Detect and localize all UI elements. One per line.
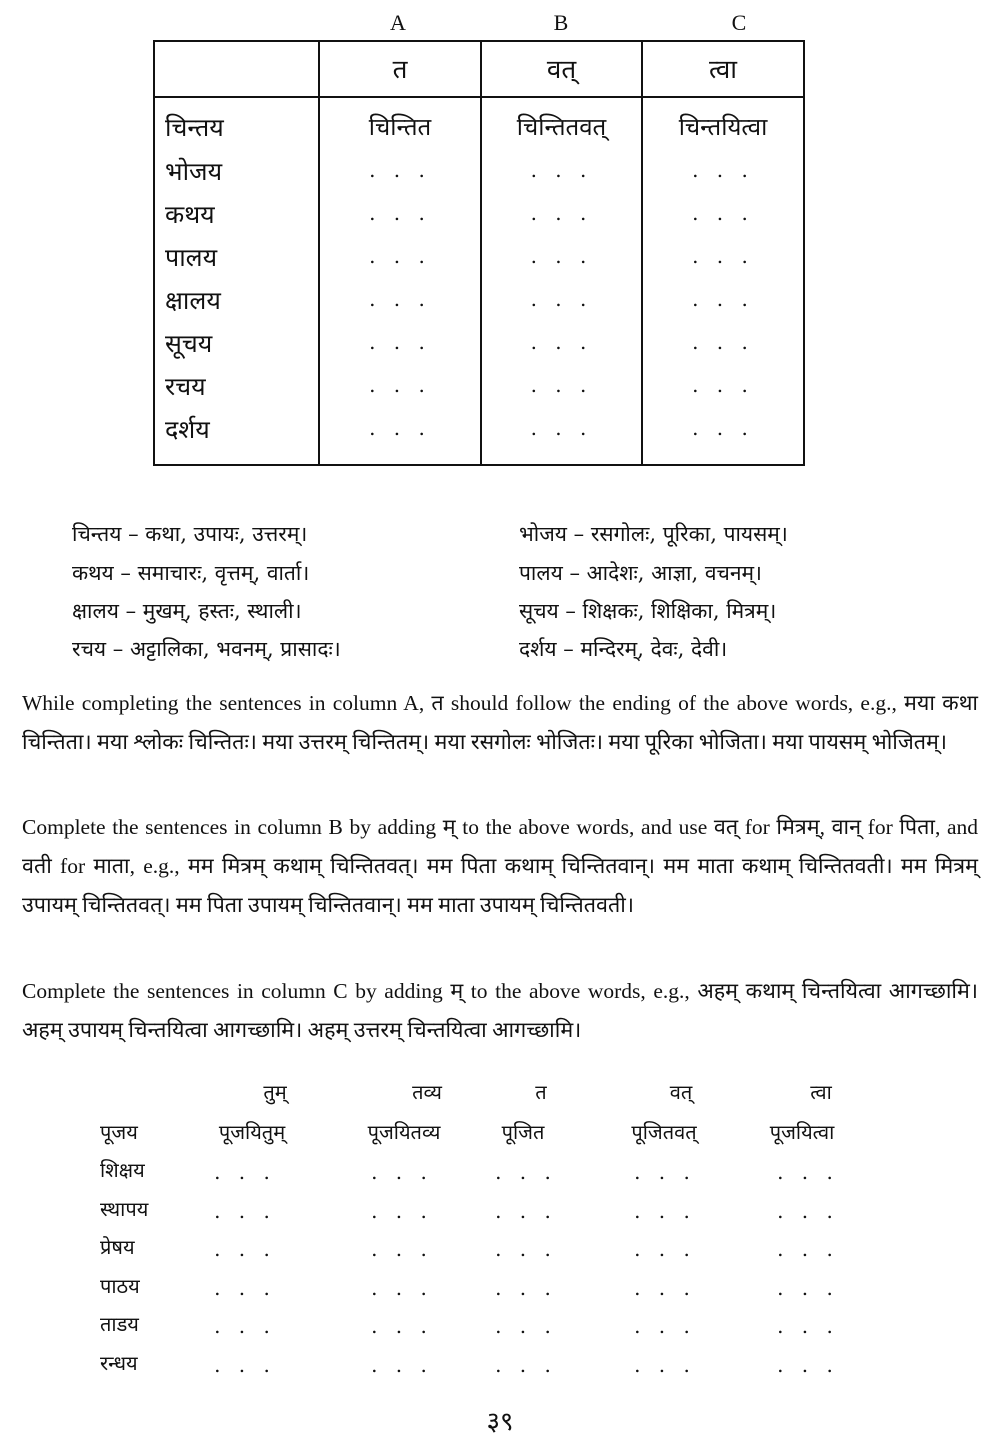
table2-cell: . . . — [777, 1237, 839, 1261]
table2-row-label: ताडय — [100, 1312, 139, 1336]
table2-row-label: शिक्षय — [100, 1158, 145, 1182]
table2-cell: . . . — [777, 1314, 839, 1338]
row-label: रचय — [165, 372, 206, 401]
table2-cell: . . . — [371, 1314, 433, 1338]
row-label: भोजय — [165, 157, 223, 186]
word-list-item: रचय – अट्टालिका, भवनम्, प्रासादः। — [72, 637, 341, 661]
table-cell: चिन्तितवत् — [516, 113, 607, 141]
table2-cell: . . . — [634, 1160, 696, 1184]
word-list-item: भोजय – रसगोलः, पूरिका, पायसम्। — [519, 522, 788, 546]
row-label: दर्शय — [165, 415, 210, 444]
table2-cell: . . . — [495, 1276, 557, 1300]
table2-cell: . . . — [214, 1276, 276, 1300]
table2-cell: . . . — [777, 1160, 839, 1184]
table-header-ta: त — [392, 55, 408, 85]
table2-header: वत् — [669, 1080, 693, 1104]
table-cell: . . . — [369, 416, 431, 440]
table-cell: . . . — [530, 330, 593, 354]
row-label: चिन्तय — [165, 113, 224, 142]
table2-cell: . . . — [371, 1276, 433, 1300]
table2-cell: . . . — [495, 1353, 557, 1377]
table2-cell: . . . — [634, 1314, 696, 1338]
table-cell: . . . — [692, 330, 754, 354]
word-list-item: सूचय – शिक्षकः, शिक्षिका, मित्रम्। — [519, 599, 777, 623]
word-list-item: दर्शय – मन्दिरम्, देवः, देवी। — [519, 637, 728, 661]
column-letter-c: C — [731, 10, 747, 35]
instruction-paragraph-b: Complete the sentences in column B by adding म् to the above words, and use वत् for मित्रम्, वान् for पिता, and वती for माता, e.g., मम मित्रम् कथाम् चिन्तितवत्। मम पिता कथाम् चिन्तितवान्। मम माता कथाम् चिन्तितवती। मम मित्रम् उपायम् चिन्तितवत्। मम पिता उपायम् चिन्तितवान्। मम माता उपायम् चिन्तितवती। — [22, 815, 978, 917]
table2-cell: . . . — [495, 1314, 557, 1338]
column-letter-b: B — [553, 10, 569, 35]
word-list-item: चिन्तय – कथा, उपायः, उत्तरम्। — [72, 522, 308, 546]
table-cell: . . . — [369, 287, 431, 311]
instruction-paragraph-c: Complete the sentences in column C by adding म् to the above words, e.g., अहम् कथाम् चिन्तयित्वा आगच्छामि। अहम् उपायम् चिन्तयित्वा आगच्छामि। अहम् उत्तरम् चिन्तयित्वा आगच्छामि। — [22, 979, 978, 1042]
table2-cell: . . . — [495, 1237, 557, 1261]
table-cell: . . . — [530, 201, 593, 225]
table2-cell: . . . — [777, 1353, 839, 1377]
page-number: ३९ — [486, 1407, 514, 1437]
table2-cell: . . . — [777, 1199, 839, 1223]
table2-cell: . . . — [214, 1353, 276, 1377]
table-cell: . . . — [530, 158, 593, 182]
row-label: सूचय — [165, 329, 213, 358]
table-header-divider — [155, 96, 803, 98]
conjugation-table — [153, 40, 805, 466]
word-list-item: पालय – आदेशः, आज्ञा, वचनम्। — [519, 561, 763, 585]
table2-row-label: स्थापय — [100, 1197, 149, 1221]
table-cell: . . . — [530, 373, 593, 397]
table2-header: त्वा — [810, 1080, 832, 1104]
row-label: क्षालय — [165, 286, 221, 315]
table2-row-label: पाठय — [100, 1274, 140, 1298]
table2-cell: . . . — [634, 1237, 696, 1261]
instruction-paragraph-a: While completing the sentences in column A, त should follow the ending of the above words, e.g., मया कथा चिन्तिता। मया श्लोकः चिन्तितः। मया उत्तरम् चिन्तितम्। मया रसगोलः भोजितः। मया पूरिका भोजिता। मया पायसम् भोजितम्। — [22, 691, 978, 754]
table-cell: चिन्तयित्वा — [678, 113, 768, 141]
table-cell: . . . — [369, 373, 431, 397]
table-header-vat: वत् — [546, 55, 577, 85]
table-cell: . . . — [692, 158, 754, 182]
table-cell: चिन्तित — [368, 113, 432, 141]
table2-row-label: रन्धय — [100, 1351, 138, 1375]
word-list-item: कथय – समाचारः, वृत्तम्, वार्ता। — [72, 561, 310, 585]
table-header-tva: त्वा — [708, 55, 738, 85]
table-cell: . . . — [369, 244, 431, 268]
table-cell: . . . — [530, 416, 593, 440]
table2-cell: . . . — [634, 1276, 696, 1300]
table2-cell: . . . — [777, 1276, 839, 1300]
table-cell: . . . — [692, 373, 754, 397]
table2-cell: . . . — [495, 1160, 557, 1184]
table-cell: . . . — [692, 201, 754, 225]
table-cell: . . . — [530, 244, 593, 268]
table2-cell: पूजयित्वा — [769, 1120, 835, 1144]
column-letter-a: A — [390, 10, 406, 35]
table-cell: . . . — [692, 416, 754, 440]
table2-row-label: प्रेषय — [100, 1235, 135, 1259]
table-cell: . . . — [369, 201, 431, 225]
table-cell: . . . — [530, 287, 593, 311]
table2-cell: पूजयितव्य — [367, 1120, 441, 1144]
table2-cell: . . . — [214, 1314, 276, 1338]
table2-cell: . . . — [371, 1199, 433, 1223]
table-cell: . . . — [369, 330, 431, 354]
table2-cell: . . . — [214, 1160, 276, 1184]
table2-header: तव्य — [412, 1080, 442, 1104]
table2-cell: . . . — [495, 1199, 557, 1223]
table2-header: तुम् — [263, 1080, 287, 1104]
table2-cell: . . . — [214, 1199, 276, 1223]
table2-cell: . . . — [371, 1237, 433, 1261]
table2-cell: . . . — [371, 1353, 433, 1377]
table-cell: . . . — [369, 158, 431, 182]
table2-cell: . . . — [634, 1353, 696, 1377]
table-cell: . . . — [692, 244, 754, 268]
table2-row-label: पूजय — [100, 1120, 138, 1144]
table2-cell: पूजित — [501, 1120, 545, 1144]
table-cell: . . . — [692, 287, 754, 311]
row-label: पालय — [165, 243, 218, 272]
table2-header: त — [535, 1080, 547, 1104]
table2-cell: . . . — [634, 1199, 696, 1223]
row-label: कथय — [165, 200, 215, 229]
table2-cell: पूजयितुम् — [218, 1120, 286, 1144]
table2-cell: पूजितवत् — [631, 1120, 697, 1144]
table2-cell: . . . — [371, 1160, 433, 1184]
word-list-item: क्षालय – मुखम्, हस्तः, स्थाली। — [72, 599, 302, 623]
table2-cell: . . . — [214, 1237, 276, 1261]
